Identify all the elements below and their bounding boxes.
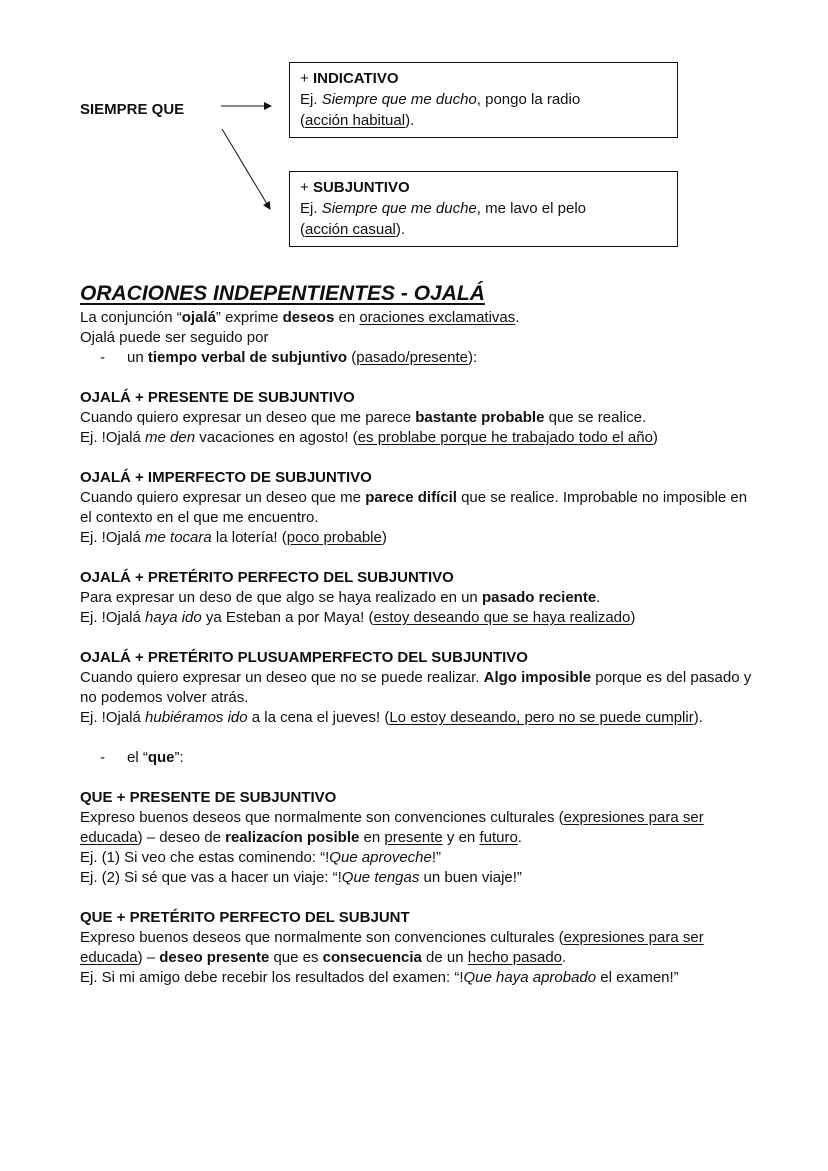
- section-example: Ej. Si mi amigo debe recebir los resultados del examen: “!Que haya aprobado el examen!”: [80, 969, 679, 986]
- intro-line-2: Ojalá puede ser seguido por: [80, 329, 269, 346]
- section-heading: OJALÁ + PRESENTE DE SUBJUNTIVO: [80, 389, 355, 406]
- section-heading: OJALÁ + PRETÉRITO PERFECTO DEL SUBJUNTIVO: [80, 569, 454, 586]
- section-example: Ej. !Ojalá me tocara la lotería! (poco probable): [80, 529, 387, 546]
- section-heading: QUE + PRETÉRITO PERFECTO DEL SUBJUNT: [80, 909, 410, 926]
- section-example: Ej. !Ojalá me den vacaciones en agosto! (es problabe porque he trabajado todo el año): [80, 429, 658, 446]
- subjuntivo-heading: + SUBJUNTIVO: [300, 179, 410, 196]
- section-text: Cuando quiero expresar un deseo que no se puede realizar. Algo imposible porque es del pasado y no podemos volver atrás.: [80, 669, 752, 706]
- section-text: Cuando quiero expresar un deseo que me parece difícil que se realice. Improbable no imposible en el contexto en el que me encuentro.: [80, 489, 748, 526]
- section-text: Expreso buenos deseos que normalmente son convenciones culturales (expresiones para ser educada) – deseo presente que es consecuencia de un hecho pasado.: [80, 929, 704, 966]
- section-heading: OJALÁ + IMPERFECTO DE SUBJUNTIVO: [80, 469, 372, 486]
- bullet-subjuntivo: - un tiempo verbal de subjuntivo (pasado/presente):: [100, 349, 478, 366]
- intro-line-1: La conjunción “ojalá” exprime deseos en oraciones exclamativas.: [80, 309, 520, 326]
- indicativo-example: Ej. Siempre que me ducho, pongo la radio: [300, 91, 581, 108]
- indicativo-heading: + INDICATIVO: [300, 70, 399, 87]
- section-example: Ej. !Ojalá haya ido ya Esteban a por Maya! (estoy deseando que se haya realizado): [80, 609, 636, 626]
- document-body: [80, 308, 760, 988]
- siempre-que-label: SIEMPRE QUE: [80, 101, 185, 118]
- section-heading: OJALÁ + PRETÉRITO PLUSUAMPERFECTO DEL SUBJUNTIVO: [80, 649, 528, 666]
- section-text: Expreso buenos deseos que normalmente son convenciones culturales (expresiones para ser educada) – deseo de realizacíon posible en presente y en futuro.: [80, 809, 704, 846]
- section-example: Ej. !Ojalá hubiéramos ido a la cena el jueves! (Lo estoy deseando, pero no se puede cumplir).: [80, 709, 703, 726]
- subjuntivo-box: [289, 171, 678, 247]
- arrow-to-subjuntivo: [222, 129, 270, 209]
- bullet-que: - el “que”:: [100, 749, 184, 766]
- indicativo-note: (acción habitual).: [300, 112, 415, 129]
- indicativo-box: [289, 62, 678, 138]
- subjuntivo-note: (acción casual).: [300, 221, 406, 238]
- section-example: Ej. (2) Si sé que vas a hacer un viaje: “!Que tengas un buen viaje!”: [80, 869, 522, 886]
- section-text: Cuando quiero expresar un deseo que me parece bastante probable que se realice.: [80, 409, 647, 426]
- section-heading: QUE + PRESENTE DE SUBJUNTIVO: [80, 789, 337, 806]
- subjuntivo-example: Ej. Siempre que me duche, me lavo el pelo: [300, 200, 587, 217]
- page-title: ORACIONES INDEPENTIENTES - OJALÁ: [80, 282, 485, 305]
- section-example: Ej. (1) Si veo che estas cominendo: “!Que aproveche!”: [80, 849, 442, 866]
- section-text: Para expresar un deso de que algo se haya realizado en un pasado reciente.: [80, 589, 601, 606]
